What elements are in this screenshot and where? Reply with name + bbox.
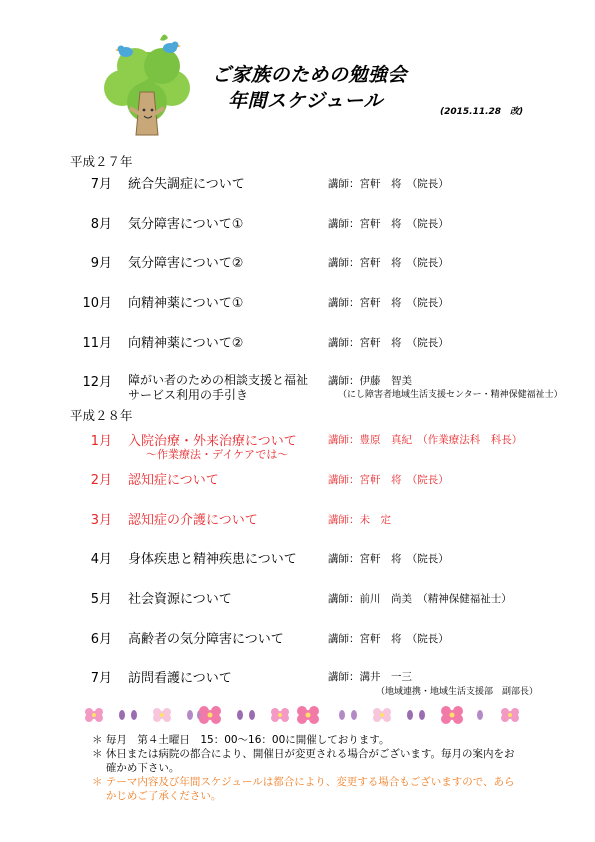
bird-left-icon [115, 46, 133, 58]
flower-icon [85, 708, 103, 722]
schedule-lecturer: 講師：宮軒 将 （院長） [328, 337, 449, 349]
schedule-topic-line2: ～作業療法・デイケアでは～ [146, 448, 289, 461]
schedule-lecturer: 講師：宮軒 将 （院長） [328, 474, 449, 486]
flower-bud-icon [237, 710, 255, 720]
schedule-month: 1月 [90, 434, 112, 449]
schedule-lecturer: 講師：伊藤 智美 [328, 375, 412, 387]
schedule-lecturer: 講師：豊原 真紀 （作業療法科 科長） [328, 434, 523, 446]
flower-bud-icon [477, 710, 483, 720]
schedule-lecturer: 講師：宮軒 将 （院長） [328, 553, 449, 565]
schedule-month: 7月 [90, 177, 112, 192]
schedule-month: 8月 [90, 217, 112, 232]
bird-right-icon [163, 42, 181, 54]
schedule-topic: 向精神薬について① [128, 296, 244, 311]
schedule-topic: 障がい者のための相談支援と福祉 [128, 373, 309, 387]
flower-bud-icon [339, 710, 357, 720]
note-date-change-cont: 確かめ下さい。 [92, 762, 180, 774]
note-theme-change: ＊ テーマ内容及び年間スケジュールは都合により、変更する場合もございますので、あら [92, 776, 515, 788]
schedule-topic: 訪問看護について [128, 671, 232, 686]
schedule-topic: 統合失調症について [128, 177, 245, 192]
flower-bud-icon [407, 710, 425, 720]
schedule-topic-line2: サービス利用の手引き [128, 388, 249, 402]
schedule-lecturer: 講師：宮軒 将 （院長） [328, 633, 449, 645]
flower-bud-icon [119, 710, 137, 720]
schedule-lecturer: 講師：前川 尚美 （精神保健福祉士） [328, 593, 512, 605]
schedule-month: 7月 [90, 671, 112, 686]
title-line-1: ご家族のための勉強会 [212, 64, 408, 86]
flower-icon [501, 708, 519, 722]
schedule-topic: 高齢者の気分障害について [128, 632, 284, 647]
schedule-lecturer: 講師：宮軒 将 （院長） [328, 218, 449, 230]
flower-icon [373, 708, 391, 722]
era-heisei-27: 平成２７年 [70, 154, 133, 169]
schedule-lecturer-line2: （地域連携・地域生活支援部 副部長） [376, 687, 539, 697]
schedule-month: 2月 [90, 473, 112, 488]
schedule-month: 3月 [90, 513, 112, 528]
flower-border [80, 704, 530, 726]
tree-illustration [100, 30, 195, 140]
schedule-topic: 身体疾患と精神疾患について [128, 552, 297, 567]
flower-icon [271, 708, 289, 722]
revision-date: (2015.11.28 改) [440, 107, 524, 117]
schedule-lecturer: 講師：未 定 [328, 514, 391, 526]
schedule-topic: 認知症について [128, 473, 219, 488]
schedule-month: 11月 [82, 336, 112, 351]
schedule-topic: 向精神薬について② [128, 336, 244, 351]
flower-icon [153, 708, 171, 722]
schedule-month: 9月 [90, 256, 112, 271]
schedule-month: 12月 [82, 375, 112, 390]
schedule-topic: 社会資源について [128, 592, 232, 607]
schedule-topic: 入院治療・外来治療について [128, 434, 297, 449]
schedule-topic: 気分障害について① [128, 217, 244, 232]
schedule-month: 4月 [90, 552, 112, 567]
flower-icon [297, 706, 319, 724]
era-heisei-28: 平成２８年 [70, 408, 133, 423]
title-line-2: 年間スケジュール [228, 90, 383, 112]
schedule-topic: 認知症の介護について [128, 513, 258, 528]
schedule-month: 5月 [90, 592, 112, 607]
schedule-lecturer: 講師：宮軒 将 （院長） [328, 178, 449, 190]
schedule-lecturer: 講師：宮軒 将 （院長） [328, 257, 449, 269]
flower-icon [199, 706, 221, 724]
note-theme-change-cont: かじめご了承ください。 [92, 790, 222, 802]
schedule-topic: 気分障害について② [128, 256, 244, 271]
schedule-month: 10月 [82, 296, 112, 311]
note-date-change: ＊ 休日または病院の都合により、開催日が変更される場合がございます。毎月の案内をお [92, 748, 515, 760]
flower-icon [441, 706, 463, 724]
note-schedule: ＊ 毎月 第４土曜日 15：00～16：00に開催しております。 [92, 734, 390, 746]
schedule-lecturer-line2: （にし障害者地域生活支援センター・精神保健福祉士） [338, 390, 563, 400]
schedule-lecturer: 講師：溝井 一三 [328, 671, 412, 683]
schedule-lecturer: 講師：宮軒 将 （院長） [328, 297, 449, 309]
schedule-month: 6月 [90, 632, 112, 647]
